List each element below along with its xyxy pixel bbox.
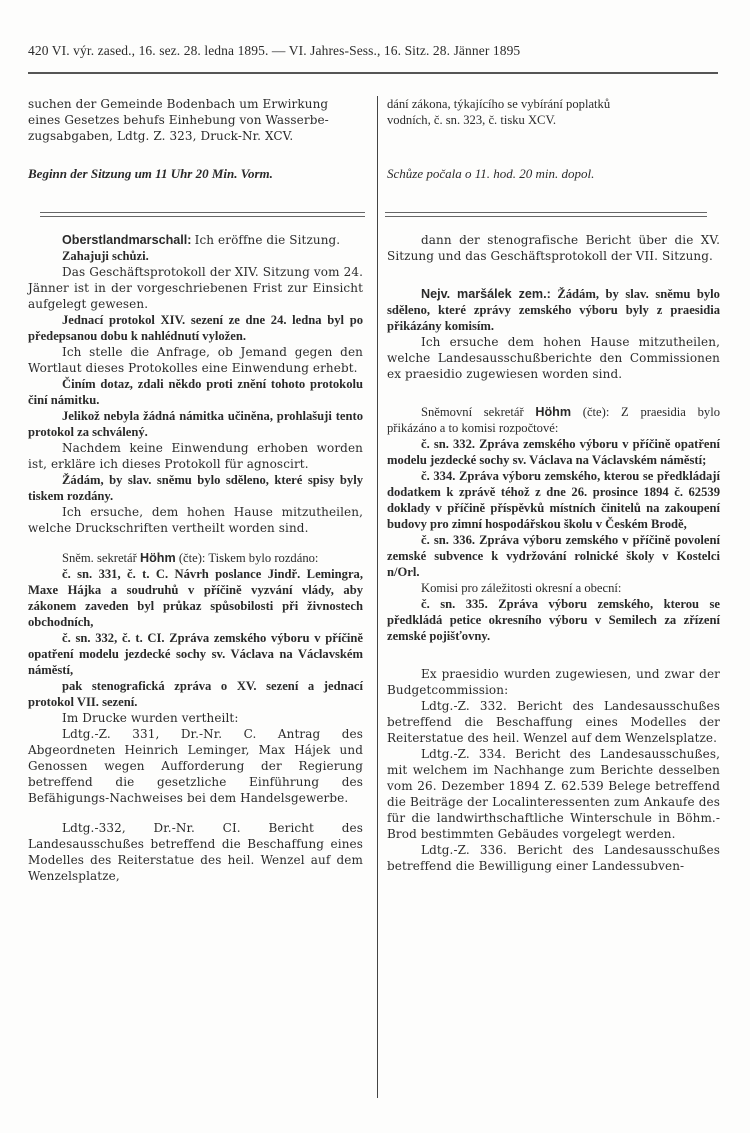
header-german: VI. Jahres-Sess., 16. Sitz. 28. Jänner 1895 xyxy=(288,43,521,58)
session-start-czech: Schůze počala o 11. hod. 20 min. dopol. xyxy=(387,166,595,181)
text-line: eines Gesetzes behufs Einhebung von Wasserbe- xyxy=(28,113,329,127)
paragraph: č. sn. 332. Zpráva zemského výboru v příčině opatření modelu jezdecké sochy sv. Václava na Václavském náměstí; xyxy=(387,437,720,467)
speaker-name: Höhm xyxy=(535,405,572,419)
paragraph: Sněm. sekretář Höhm (čte): Tiskem bylo rozdáno: xyxy=(62,551,319,565)
top-left-block xyxy=(28,96,363,182)
speaker-name: Höhm xyxy=(140,551,176,565)
paragraph: Im Drucke wurden vertheilt: xyxy=(62,711,239,725)
section-rule-right xyxy=(385,212,707,217)
top-right-block xyxy=(387,96,720,182)
paragraph: Ldtg.-Z. 331, Dr.-Nr. C. Antrag des Abgeordneten Heinrich Leminger, Max Hájek und Genossen wegen Aufforderung der Regierung betreffend die gesetzliche Einführung des Befähigungs-Nachweises bei dem Handelsgewerbe. xyxy=(28,727,363,805)
paragraph: Sněmovní sekretář Höhm (čte): Z praesidia bylo přikázáno a to komisi rozpočtové: xyxy=(387,405,720,435)
session-start-german: Beginn der Sitzung um 11 Uhr 20 Min. Vorm. xyxy=(28,166,273,181)
header-czech: 420 VI. výr. zased., 16. sez. 28. ledna 1895. xyxy=(28,43,269,58)
text-line: dání zákona, týkajícího se vybírání poplatků xyxy=(387,97,611,111)
paragraph: Jelikož nebyla žádná námitka učiněna, prohlašuji tento protokol za schválený. xyxy=(28,409,363,439)
paragraph: č. sn. 336. Zpráva výboru zemského v příčině povolení zemské subvence k vydržování rolnické školy v Kostelci n/Orl. xyxy=(387,533,720,579)
paragraph: Ldtg.-Z. 336. Bericht des Landesausschußes betreffend die Bewilligung einer Landessubven- xyxy=(387,843,720,873)
paragraph: Ldtg.-Z. 334. Bericht des Landesausschußes, mit welchem im Nachhange zum Berichte desselben vom 26. Dezember 1894 Z. 62.539 Belege betreffend die Beiträge der Localinteressenten zum Ankaufe des für die landwirthschaftliche Winterschule in Böhm.-Brod bestimmten Gebäudes vorgelegt werden. xyxy=(387,747,720,841)
column-divider xyxy=(377,96,378,1098)
paragraph: Ich ersuche, dem hohen Hause mitzutheilen, welche Druckschriften vertheilt worden sind. xyxy=(28,505,363,535)
section-rule-left xyxy=(40,212,365,217)
paragraph: pak stenografická zpráva o XV. sezení a jednací protokol VII. sezení. xyxy=(28,679,363,709)
header-separator: — xyxy=(268,43,289,58)
page-header xyxy=(28,43,718,59)
paragraph: Ich ersuche dem hohen Hause mitzutheilen, welche Landesausschußberichte den Commissionen ex praesidio zugewiesen worden sind. xyxy=(387,335,720,381)
paragraph: dann der stenografische Bericht über die XV. Sitzung und das Geschäftsprotokoll der VII. Sitzung. xyxy=(387,233,720,263)
paragraph: Komisi pro záležitosti okresní a obecní: xyxy=(421,581,622,595)
paragraph: č. sn. 335. Zpráva výboru zemského, kterou se předkládá petice okresního výboru v Semilech za zřízení zemské pojišťovny. xyxy=(387,597,720,643)
right-column xyxy=(387,232,720,874)
paragraph: Činím dotaz, zdali někdo proti znění tohoto protokolu činí námitku. xyxy=(28,377,363,407)
paragraph: Ex praesidio wurden zugewiesen, und zwar der Budgetcommission: xyxy=(387,667,720,697)
paragraph: č. 334. Zpráva výboru zemského, kterou se předkládají dodatkem k zprávě téhož z dne 26. prosince 1894 č. 62539 doklady v příčině příspěvků místních činitelů na zakoupení budovy pro zimní hospodářskou školu v Českém Brodě, xyxy=(387,469,720,531)
header-rule xyxy=(28,72,718,74)
paragraph: Nejv. maršálek zem.: Žádám, by slav. sněmu bylo sděleno, které zprávy zemského výboru byly z praesidia přikázány komisím. xyxy=(387,287,720,333)
text-line: vodních, č. sn. 323, č. tisku XCV. xyxy=(387,113,557,127)
paragraph: Ldtg.-Z. 332. Bericht des Landesausschußes betreffend die Beschaffung eines Modelles der Reiterstatue des heil. Wenzel auf dem Wenzelsplatze. xyxy=(387,699,720,745)
paragraph: Zahajuji schůzi. xyxy=(62,249,149,263)
paragraph: Oberstlandmarschall: Ich eröffne die Sitzung. xyxy=(62,233,341,247)
paragraph: Nachdem keine Einwendung erhoben worden ist, erkläre ich dieses Protokoll für agnoscirt. xyxy=(28,441,363,471)
paragraph: Das Geschäftsprotokoll der XIV. Sitzung vom 24. Jänner ist in der vorgeschriebenen Frist zur Einsicht aufgelegt gewesen. xyxy=(28,265,363,311)
paragraph: č. sn. 332, č. t. CI. Zpráva zemského výboru v příčině opatření modelu jezdecké sochy sv. Václava na Václavském náměstí, xyxy=(28,631,363,677)
left-column xyxy=(28,232,363,884)
paragraph: Ldtg.-332, Dr.-Nr. CI. Bericht des Landesausschußes betreffend die Beschaffung eines Modelles des Reiterstatue des heil. Wenzel auf dem Wenzelsplatze, xyxy=(28,821,363,883)
speaker-name: Oberstlandmarschall: xyxy=(62,233,192,247)
paragraph: Jednací protokol XIV. sezení ze dne 24. ledna byl po předepsanou dobu k nahlédnutí vyložen. xyxy=(28,313,363,343)
speaker-name: Nejv. maršálek zem.: xyxy=(421,287,551,301)
paragraph: Žádám, by slav. sněmu bylo sděleno, které spisy byly tiskem rozdány. xyxy=(28,473,363,503)
paragraph: č. sn. 331, č. t. C. Návrh poslance Jindř. Lemingra, Maxe Hájka a soudruhů v příčině vyzvání vlády, aby zákonem zaveden byl průkaz spůsobilosti při živnostech obchodních, xyxy=(28,567,363,629)
text-line: suchen der Gemeinde Bodenbach um Erwirkung xyxy=(28,97,329,111)
paragraph: Ich stelle die Anfrage, ob Jemand gegen den Wortlaut dieses Protokolles eine Einwendung erhebt. xyxy=(28,345,363,375)
text-line: zugsabgaben, Ldtg. Z. 323, Druck-Nr. XCV. xyxy=(28,129,294,143)
